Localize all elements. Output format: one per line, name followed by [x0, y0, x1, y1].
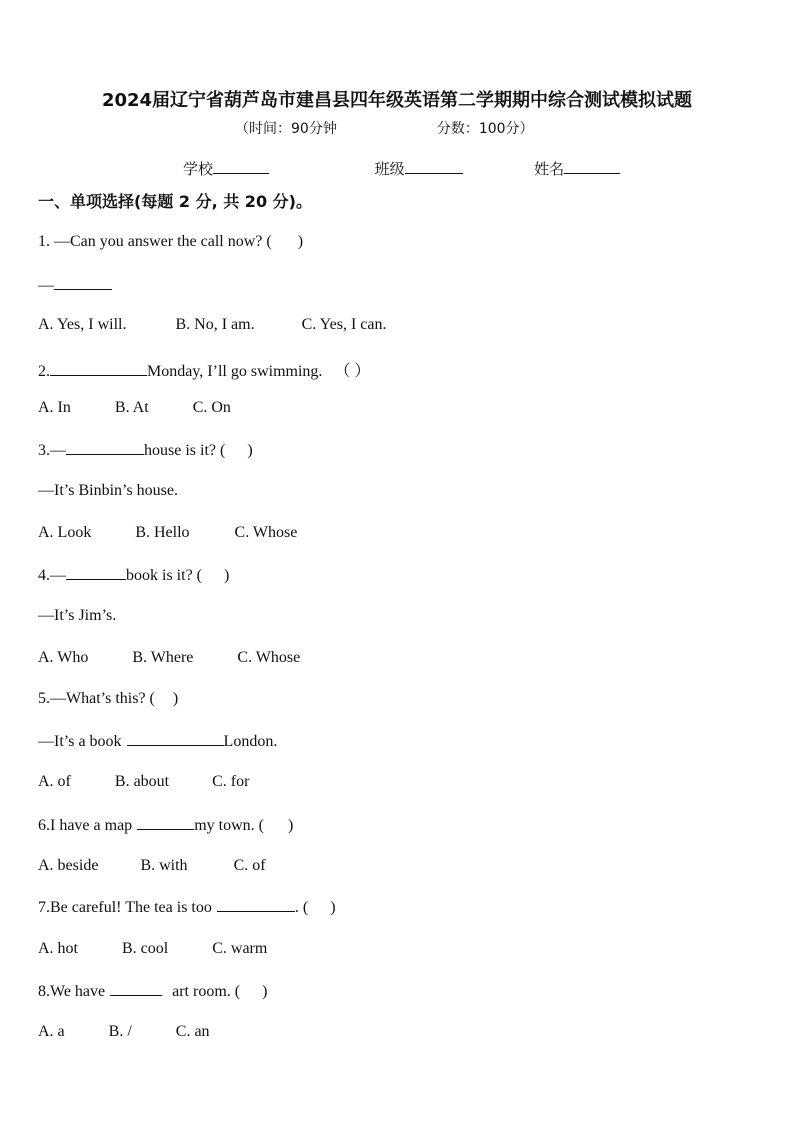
class-field — [375, 158, 463, 179]
question-2 — [38, 358, 370, 381]
answer-blank — [127, 732, 224, 746]
name-field — [534, 158, 620, 179]
option-c: C. for — [212, 773, 250, 790]
question-text-mid: my town. ( — [194, 817, 264, 834]
question-bracket: ) — [297, 233, 304, 250]
school-field — [183, 158, 269, 179]
options-1 — [38, 316, 386, 334]
question-number: 3.— — [38, 442, 66, 459]
answer-blank — [110, 982, 162, 996]
option-a: A. Look — [38, 524, 92, 541]
answer-line-5 — [38, 732, 277, 751]
question-text: 1. —Can you answer the call now? ( — [38, 233, 272, 250]
question-8 — [38, 982, 267, 1001]
option-a: A. In — [38, 399, 71, 416]
option-b: B. about — [114, 773, 170, 790]
answer-blank — [54, 276, 112, 290]
class-blank — [405, 161, 463, 174]
option-c: C. On — [192, 399, 231, 416]
option-b: B. Hello — [135, 524, 190, 541]
question-bracket: ) — [224, 567, 230, 584]
question-bracket: ) — [330, 899, 336, 916]
question-bracket: ) — [172, 690, 179, 707]
answer-text-end: London. — [223, 733, 278, 750]
exam-time: （时间：90分钟 — [235, 121, 337, 137]
question-text: 5.—What’s this? ( — [38, 690, 155, 707]
name-blank — [564, 161, 620, 174]
page-title: 2024届辽宁省葫芦岛市建昌县四年级英语第二学期期中综合测试模拟试题 — [101, 90, 693, 111]
option-c: C. Whose — [237, 649, 301, 666]
answer-line-1 — [38, 276, 112, 295]
school-label: 学校 — [183, 160, 214, 178]
options-3 — [38, 524, 297, 542]
option-c: C. warm — [212, 940, 268, 957]
question-bracket: ) — [262, 983, 268, 1000]
question-text-mid: . ( — [294, 899, 309, 916]
answer-blank — [50, 362, 147, 376]
option-a: A. Who — [38, 649, 89, 666]
option-b: B. At — [114, 399, 149, 416]
option-b: B. / — [108, 1023, 132, 1040]
question-bracket: ) — [247, 442, 253, 459]
question-number: 2. — [38, 363, 50, 380]
option-b: B. cool — [122, 940, 169, 957]
option-a: A. Yes, I will. — [38, 316, 127, 333]
question-1 — [38, 233, 303, 251]
answer-blank — [66, 566, 126, 580]
option-a: A. a — [38, 1023, 65, 1040]
answer-blank — [217, 898, 295, 912]
name-label: 姓名 — [534, 160, 565, 178]
section-title: 一、单项选择(每题 2 分, 共 20 分)。 — [38, 192, 312, 211]
options-8 — [38, 1023, 210, 1041]
options-5 — [38, 773, 249, 791]
question-6 — [38, 816, 293, 835]
question-text: 6.I have a map — [38, 817, 133, 834]
question-text: book is it? ( — [126, 567, 202, 584]
answer-blank — [66, 441, 144, 455]
question-text-mid: art room. ( — [172, 983, 241, 1000]
options-6 — [38, 857, 266, 875]
option-a: A. of — [38, 773, 71, 790]
option-b: B. Where — [132, 649, 194, 666]
student-info — [183, 158, 620, 179]
answer-dash: — — [38, 277, 54, 294]
option-b: B. with — [140, 857, 188, 874]
answer-line-4 — [38, 607, 116, 625]
school-blank — [213, 161, 269, 174]
option-c: C. Whose — [234, 524, 298, 541]
options-4 — [38, 649, 300, 667]
option-a: A. beside — [38, 857, 99, 874]
question-text: 8.We have — [38, 983, 106, 1000]
question-bracket: ) — [287, 817, 294, 834]
question-5 — [38, 690, 178, 708]
option-a: A. hot — [38, 940, 78, 957]
question-number: 4.— — [38, 567, 66, 584]
exam-score: 分数：100分） — [436, 121, 534, 137]
option-c: C. of — [233, 857, 266, 874]
question-4 — [38, 566, 229, 585]
question-text: 7.Be careful! The tea is too — [38, 899, 212, 916]
answer-text: —It’s Binbin’s house. — [38, 482, 179, 499]
question-7 — [38, 898, 336, 917]
option-b: B. No, I am. — [175, 316, 255, 333]
option-c: C. an — [175, 1023, 210, 1040]
class-label: 班级 — [374, 160, 405, 178]
question-bracket: （ ） — [334, 363, 371, 380]
answer-line-3 — [38, 482, 178, 500]
question-3 — [38, 441, 253, 460]
question-text: Monday, I’ll go swimming. — [147, 363, 323, 380]
answer-text: —It’s Jim’s. — [38, 607, 117, 624]
option-c: C. Yes, I can. — [301, 316, 387, 333]
answer-blank — [137, 816, 194, 830]
answer-text: —It’s a book — [38, 733, 122, 750]
options-7 — [38, 940, 267, 958]
exam-meta — [235, 118, 534, 138]
question-text: house is it? ( — [144, 442, 226, 459]
options-2 — [38, 399, 231, 417]
